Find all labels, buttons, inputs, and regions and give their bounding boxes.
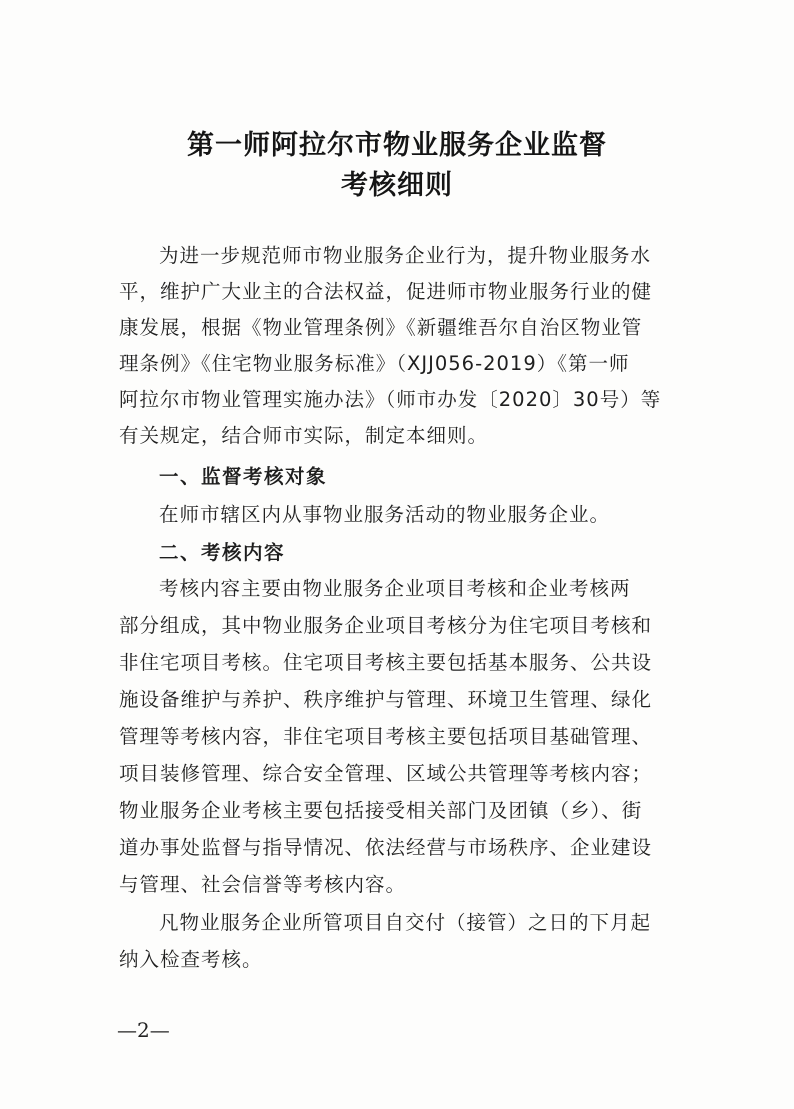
section-2-line: 非住宅项目考核。住宅项目考核主要包括基本服务、公共设 xyxy=(119,651,653,674)
section-1-line: 在师市辖区内从事物业服务活动的物业服务企业。 xyxy=(159,503,611,526)
intro-line: 为进一步规范师市物业服务企业行为，提升物业服务水 xyxy=(159,244,652,267)
intro-line: 平，维护广大业主的合法权益，促进师市物业服务行业的健 xyxy=(119,280,653,303)
section-2-line: 管理等考核内容，非住宅项目考核主要包括项目基础管理、 xyxy=(119,725,653,748)
section-2-line: 与管理、社会信誉等考核内容。 xyxy=(119,873,407,896)
section-2-line: 物业服务企业考核主要包括接受相关部门及团镇（乡）、街 xyxy=(119,799,643,822)
section-2-line: 施设备维护与养护、秩序维护与管理、环境卫生管理、绿化 xyxy=(119,688,653,711)
page-number: —2— xyxy=(117,1018,170,1042)
closing-line: 凡物业服务企业所管项目自交付（接管）之日的下月起 xyxy=(159,911,652,934)
section-2-line: 项目装修管理、综合安全管理、区域公共管理等考核内容； xyxy=(119,762,653,785)
section-2-line: 部分组成，其中物业服务企业项目考核分为住宅项目考核和 xyxy=(119,614,653,637)
intro-line: 有关规定，结合师市实际，制定本细则。 xyxy=(119,424,489,447)
section-1-heading: 一、监督考核对象 xyxy=(159,465,328,488)
intro-line: 阿拉尔市物业管理实施办法》（师市办发〔2020〕30号）等 xyxy=(119,388,662,411)
intro-line: 理条例》《住宅物业服务标准》（XJJ056-2019）《第一师 xyxy=(119,352,630,375)
section-2-heading: 二、考核内容 xyxy=(159,541,286,564)
section-2-line: 道办事处监督与指导情况、依法经营与市场秩序、企业建设 xyxy=(119,836,653,859)
document-title-line-1: 第一师阿拉尔市物业服务企业监督 xyxy=(187,130,607,161)
document-title-line-2: 考核细则 xyxy=(341,170,453,201)
closing-line: 纳入检查考核。 xyxy=(119,948,263,971)
section-2-line: 考核内容主要由物业服务企业项目考核和企业考核两 xyxy=(159,577,631,600)
intro-line: 康发展，根据《物业管理条例》《新疆维吾尔自治区物业管 xyxy=(119,316,643,339)
